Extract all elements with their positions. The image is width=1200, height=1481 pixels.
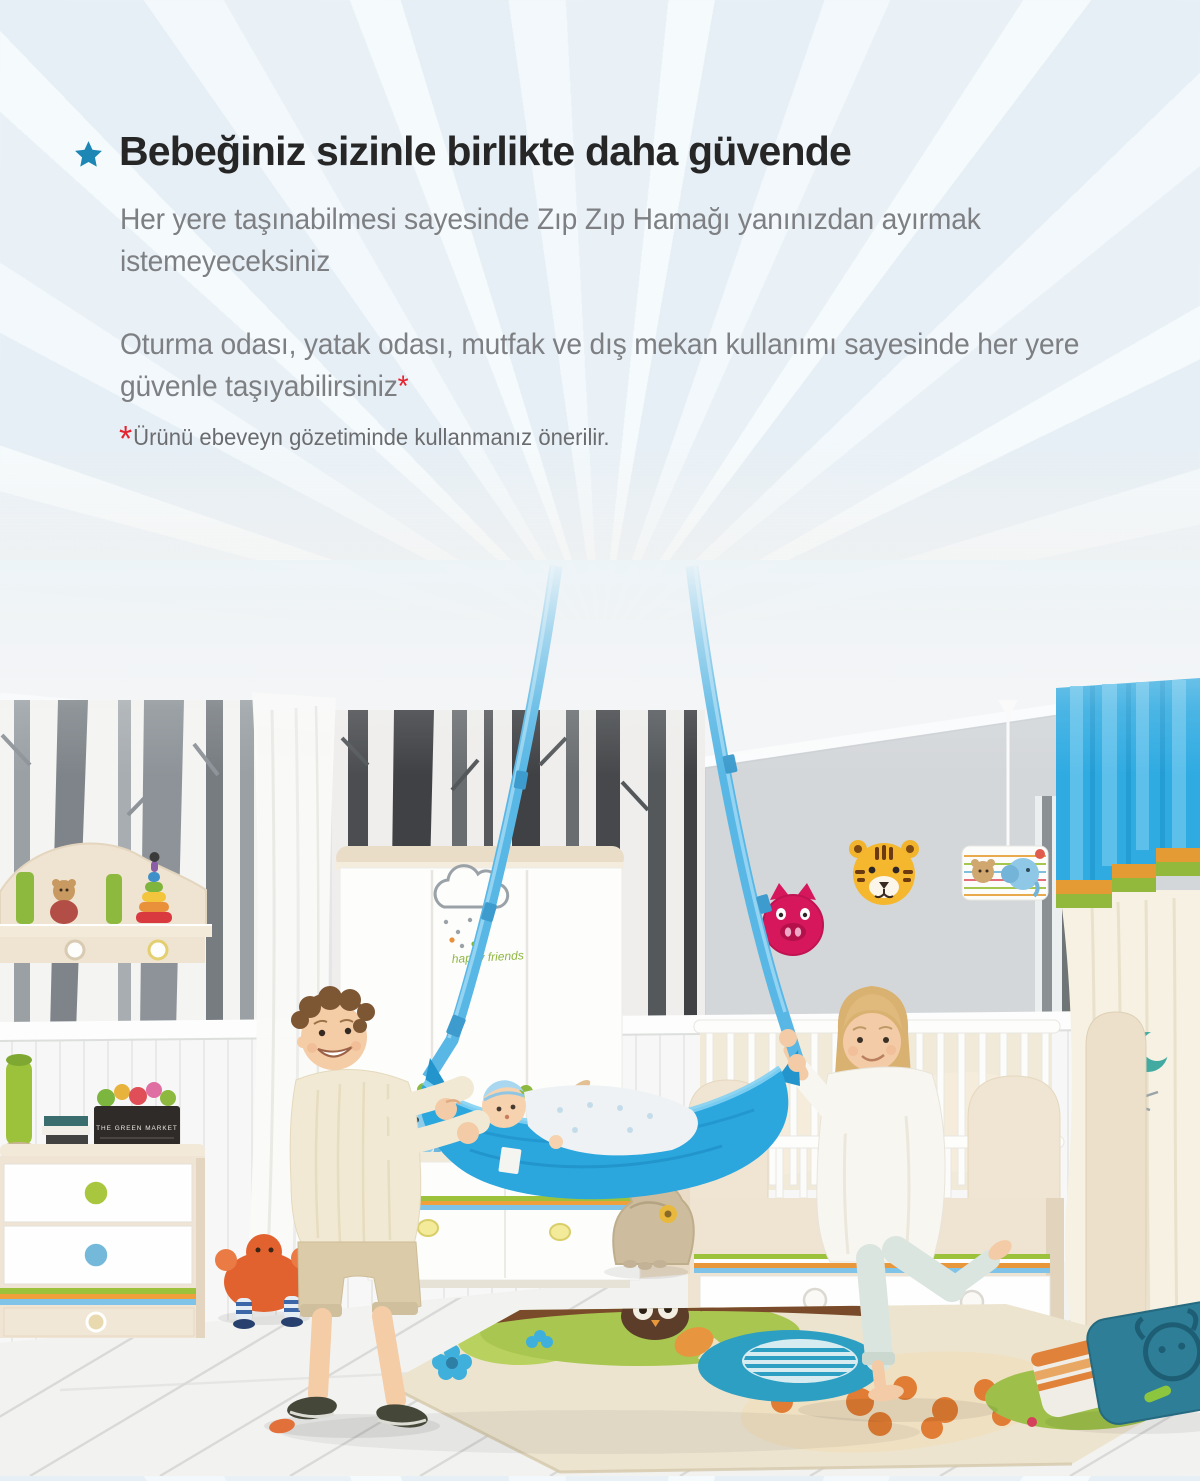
- footnote-text: Ürünü ebeveyn gözetiminde kullanmanız önerilir.: [133, 424, 610, 450]
- star-icon: [73, 139, 104, 170]
- asterisk-marker: *: [397, 370, 409, 403]
- wardrobe-decal-text: happy friends: [451, 948, 525, 966]
- paragraph-rooms: [120, 324, 1171, 408]
- section-heading: Bebeğiniz sizinle birlikte daha güvende: [119, 128, 852, 174]
- crate-label: THE GREEN MARKET: [96, 1125, 178, 1132]
- footnote-asterisk: *: [119, 418, 133, 459]
- footnote: [119, 418, 610, 459]
- paragraph-portability: Her yere taşınabilmesi sayesinde Zıp Zıp Hamağı yanınızdan ayırmak istemeyeceksiniz: [120, 203, 981, 278]
- paragraph-rooms-text: Oturma odası, yatak odası, mutfak ve dış mekan kullanımı sayesinde her yere güvenle taşıyabilirsiniz: [120, 328, 1080, 403]
